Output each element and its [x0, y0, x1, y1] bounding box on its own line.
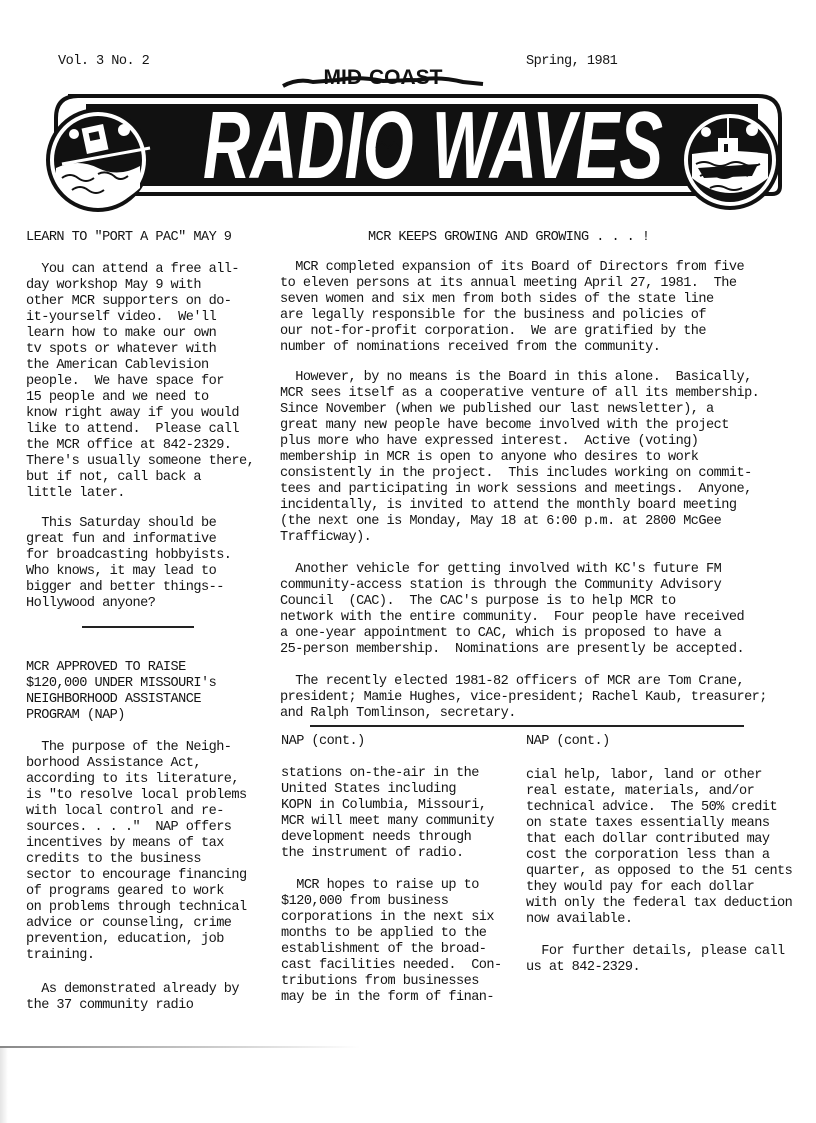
text-line: the instrument of radio. [281, 846, 464, 861]
radio-waves-title: RADIO WAVES [203, 92, 663, 199]
text-line: great many new people have become involved with the project [280, 418, 729, 433]
text-line: learn how to make our own [26, 326, 217, 341]
text-line: sources. . . ." NAP offers [26, 820, 232, 835]
text-line: MCR hopes to raise up to [281, 878, 479, 893]
nap-cont-1-para-1 [281, 766, 494, 862]
text-line: 15 people and we need to [26, 390, 209, 405]
text-line: months to be applied to the [281, 926, 487, 941]
text-line: tv spots or whatever with [26, 342, 217, 357]
article-mcr-growing-para-2 [280, 370, 759, 546]
text-line: seven women and six men from both sides of the state line [280, 292, 714, 307]
nap-cont-1-para-2 [281, 878, 502, 1006]
text-line: technical advice. The 50% credit [526, 800, 778, 815]
masthead-logo [38, 68, 798, 208]
article-mcr-growing-para-1 [280, 260, 744, 356]
volume-number: Vol. 3 No. 2 [58, 54, 150, 69]
text-line: stations on-the-air in the [281, 766, 479, 781]
text-line: Hollywood anyone? [26, 596, 156, 611]
text-line: sector to encourage financing [26, 868, 247, 883]
issue-season: Spring, 1981 [526, 54, 618, 69]
text-line: but if not, call back a [26, 470, 201, 485]
text-line: plus more who have expressed interest. Active (voting) [280, 434, 699, 449]
text-line: corporations in the next six [281, 910, 495, 925]
text-line: incidentally, is invited to attend the monthly board meeting [280, 498, 737, 513]
text-line: training. [26, 948, 95, 963]
text-line: know right away if you would [26, 406, 240, 421]
text-line: they would pay for each dollar [526, 880, 755, 895]
text-line: a one-year appointment to CAC, which is proposed to have a [280, 626, 722, 641]
text-line: are legally responsible for the business and policies of [280, 308, 707, 323]
text-line: There's usually someone there, [26, 454, 255, 469]
article-mcr-growing-para-3 [280, 562, 744, 658]
text-line: other MCR supporters on do- [26, 294, 232, 309]
scan-edge-shadow [0, 1046, 360, 1048]
text-line: little later. [26, 486, 125, 501]
text-line: it-yourself video. We'll [26, 310, 217, 325]
text-line: tees and participating in work sessions and meetings. Anyone, [280, 482, 752, 497]
mid-coast-wordmark [283, 66, 483, 89]
text-line: Another vehicle for getting involved with KC's future FM [280, 562, 722, 577]
text-line: the MCR office at 842-2329. [26, 438, 232, 453]
text-line: MCR APPROVED TO RAISE [26, 660, 186, 675]
text-line: borhood Assistance Act, [26, 756, 201, 771]
text-line: PROGRAM (NAP) [26, 708, 125, 723]
text-line: day workshop May 9 with [26, 278, 201, 293]
text-line: tributions from businesses [281, 974, 479, 989]
text-line: may be in the form of finan- [281, 990, 495, 1005]
text-line: the American Cablevision [26, 358, 209, 373]
text-line: according to its literature, [26, 772, 240, 787]
text-line: MCR completed expansion of its Board of Directors from five [280, 260, 745, 275]
text-line: number of nominations received from the community. [280, 340, 661, 355]
nap-cont-headline-1: NAP (cont.) [281, 734, 365, 749]
text-line: The purpose of the Neigh- [26, 740, 232, 755]
text-line: Since November (when we published our last newsletter), a [280, 402, 714, 417]
text-line: cast facilities needed. Con- [281, 958, 502, 973]
text-line: on state taxes essentially means [526, 816, 770, 831]
text-line: $120,000 UNDER MISSOURI's [26, 676, 217, 691]
text-line: This Saturday should be [26, 516, 217, 531]
nap-cont-2-para-2 [526, 944, 785, 976]
text-line: great fun and informative [26, 532, 217, 547]
article-headline-port-a-pac: LEARN TO "PORT A PAC" MAY 9 [26, 230, 232, 245]
article-nap-para-2 [26, 982, 239, 1014]
tv-camera-medallion-icon [48, 110, 150, 210]
text-line: Trafficway). [280, 530, 372, 545]
article-port-a-pac-para-1 [26, 262, 254, 502]
article-nap-para-1 [26, 740, 247, 964]
text-line: $120,000 from business [281, 894, 449, 909]
text-line: 25-person membership. Nominations are presently be accepted. [280, 642, 745, 657]
scan-left-shadow [0, 1048, 8, 1123]
text-line: cial help, labor, land or other [526, 768, 762, 783]
text-line: credits to the business [26, 852, 201, 867]
text-line: the 37 community radio [26, 998, 194, 1013]
text-line: However, by no means is the Board in this alone. Basically, [280, 370, 752, 385]
text-line: our not-for-profit corporation. We are gratified by the [280, 324, 707, 339]
text-line: is "to resolve local problems [26, 788, 247, 803]
text-line: establishment of the broad- [281, 942, 487, 957]
text-line: Who knows, it may lead to [26, 564, 217, 579]
boat-medallion-icon [682, 112, 778, 208]
text-line: NEIGHBORHOOD ASSISTANCE [26, 692, 201, 707]
column-separator-rule [82, 626, 194, 628]
text-line: For further details, please call [526, 944, 785, 959]
text-line: MCR will meet many community [281, 814, 495, 829]
text-line: people. We have space for [26, 374, 224, 389]
text-line: and Ralph Tomlinson, secretary. [280, 706, 516, 721]
text-line: real estate, materials, and/or [526, 784, 755, 799]
text-line: You can attend a free all- [26, 262, 240, 277]
text-line: with only the federal tax deduction [526, 896, 793, 911]
text-line: network with the entire community. Four people have received [280, 610, 745, 625]
text-line: quarter, as opposed to the 51 cents [526, 864, 793, 879]
text-line: that each dollar contributed may [526, 832, 770, 847]
article-headline-nap [26, 660, 216, 724]
text-line: now available. [526, 912, 633, 927]
text-line: for broadcasting hobbyists. [26, 548, 232, 563]
nap-cont-headline-2: NAP (cont.) [526, 734, 610, 749]
text-line: consistently in the project. This includes working on commit- [280, 466, 752, 481]
text-line: president; Mamie Hughes, vice-president; Rachel Kaub, treasurer; [280, 690, 767, 705]
text-line: United States including [281, 782, 456, 797]
text-line: Council (CAC). The CAC's purpose is to help MCR to [280, 594, 676, 609]
text-line: advice or counseling, crime [26, 916, 232, 931]
text-line: development needs through [281, 830, 472, 845]
article-headline-mcr-growing: MCR KEEPS GROWING AND GROWING . . . ! [368, 230, 650, 245]
text-line: on problems through technical [26, 900, 247, 915]
text-line: of programs geared to work [26, 884, 224, 899]
text-line: with local control and re- [26, 804, 224, 819]
mid-coast-text: MID-COAST [323, 66, 443, 89]
text-line: MCR sees itself as a cooperative venture of all its membership. [280, 386, 760, 401]
text-line: to eleven persons at its annual meeting April 27, 1981. The [280, 276, 737, 291]
text-line: prevention, education, job [26, 932, 224, 947]
text-line: bigger and better things-- [26, 580, 224, 595]
text-line: incentives by means of tax [26, 836, 224, 851]
text-line: As demonstrated already by [26, 982, 240, 997]
text-line: us at 842-2329. [526, 960, 641, 975]
text-line: cost the corporation less than a [526, 848, 770, 863]
text-line: KOPN in Columbia, Missouri, [281, 798, 487, 813]
text-line: (the next one is Monday, May 18 at 6:00 p.m. at 2800 McGee [280, 514, 722, 529]
article-mcr-growing-para-4 [280, 674, 767, 722]
text-line: membership in MCR is open to anyone who desires to work [280, 450, 699, 465]
nap-cont-2-para-1 [526, 768, 792, 928]
text-line: The recently elected 1981-82 officers of MCR are Tom Crane, [280, 674, 745, 689]
section-separator-rule [310, 725, 744, 727]
text-line: community-access station is through the Community Advisory [280, 578, 722, 593]
article-port-a-pac-para-2 [26, 516, 231, 612]
text-line: like to attend. Please call [26, 422, 240, 437]
